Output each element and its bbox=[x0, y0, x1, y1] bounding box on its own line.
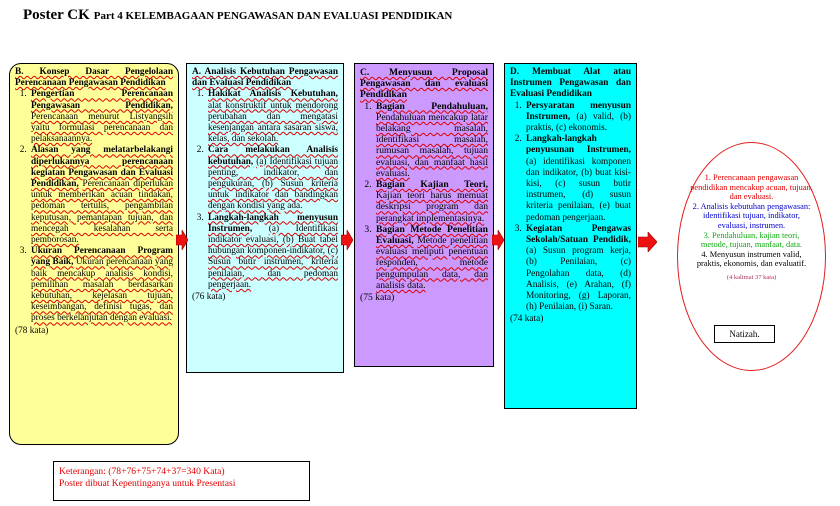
item-body: Perencanaan diperlukan untuk memberikan acuan tindakan, pedoman tertulis, pengambilan keputusan, pemantapan tujuan, dan mencegah kesalahan serta pemborosan. bbox=[31, 179, 173, 246]
list-item bbox=[29, 145, 173, 246]
list-item bbox=[374, 179, 488, 224]
item-lead: Kegiatan Pengawas Sekolah/Satuan Pendidik, bbox=[526, 223, 631, 246]
summary-point: 1. Perencanaan pengawasan pendidikan mencakup acuan, tujuan, dan evaluasi. bbox=[690, 173, 813, 202]
arrow-right-icon bbox=[341, 230, 353, 250]
box-heading: B. Konsep Dasar Pengelolaan Perencanaan Pengawasan Pendidikan bbox=[15, 67, 173, 89]
word-count: (76 kata) bbox=[192, 292, 226, 303]
item-lead: Bagian Metode Penelitian Evaluasi, bbox=[376, 223, 488, 247]
item-body: (a) valid, (b) praktis, (c) ekonomis. bbox=[526, 111, 631, 134]
keterangan-line: Poster dibuat Kepentinganya untuk Presentasi bbox=[59, 478, 236, 489]
item-body: (a) Susun program kerja, (b) Penilaian, (c) Pengolahan data, (d) Analisis, (e) Arahan, (f) Monitoring, (g) Laporan, (h) Penilaian, (i) Saran. bbox=[526, 246, 631, 313]
box-membuat-alat bbox=[504, 63, 637, 409]
item-lead: Ukuran Perencanaan Program yang Baik, bbox=[31, 246, 173, 268]
keterangan-line: Keterangan: (78+76+75+74+37=340 Kata) bbox=[59, 466, 225, 477]
summary-point: 4. Menyusun instrumen valid, praktis, ekonomis, dan evaluatif. bbox=[696, 249, 807, 269]
arrow-right-icon bbox=[638, 232, 657, 252]
list-item bbox=[29, 89, 173, 145]
summary-point: 2. Analisis kebutuhan pengawasan: identifikasi tujuan, indikator, evaluasi, instrumen. bbox=[692, 201, 811, 230]
natizah-label: Natizah. bbox=[714, 325, 775, 343]
summary-count: (4 kalimat 37 kata) bbox=[726, 273, 777, 281]
item-lead: Pengertian Perencanaan Pengawasan Pendidikan, bbox=[31, 89, 173, 111]
summary-point: 3. Pendahuluan, kajian teori, metode, tujuan, manfaat, data. bbox=[700, 230, 803, 250]
item-lead: Bagian Pendahuluan, bbox=[376, 100, 488, 112]
box-heading: D. Membuat Alat atau Instrumen Pengawasan dan Evaluasi Pendidikan bbox=[510, 67, 631, 100]
item-body: Pendahuluan mencakup latar belakang masalah, identifikasi masalah, rumusan masalah, tujuan evaluasi, dan manfaat hasil evaluasi. bbox=[376, 111, 488, 179]
item-body: (a) Identifikasi indikator evaluasi, (b) Buat tabel hubungan komponen-indikator, (c) Susun butir instrumen, kriteria penilaian, dan pedoman pengerjaan. bbox=[208, 223, 339, 290]
item-lead: Persyaratan menyusun Instrumen, bbox=[526, 100, 631, 122]
item-lead: Cara melakukan Analisis kebutuhan, bbox=[208, 145, 338, 167]
list-item bbox=[524, 101, 631, 135]
arrow-right-icon bbox=[176, 230, 188, 250]
word-count: (74 kata) bbox=[510, 314, 544, 325]
item-lead: Langkah-langkah menyusun Instrumen, bbox=[208, 212, 338, 234]
item-lead: Hakikat Analisis Kebutuhan, bbox=[208, 89, 338, 100]
word-count: (75 kata) bbox=[360, 292, 395, 304]
item-body: Metode penelitian evaluasi meliputi penentuan responden, metode pengumpulan data, dan analisis data. bbox=[376, 235, 488, 291]
box-menyusun-proposal bbox=[354, 63, 494, 367]
box-heading: A. Analisis Kebutuhan Pengawasan dan Evaluasi Pendidikan bbox=[192, 67, 338, 89]
poster-title bbox=[23, 6, 452, 24]
word-count: (78 kata) bbox=[15, 325, 49, 336]
list-item bbox=[206, 213, 338, 291]
item-body: (a) identifikasi komponen dan indikator, (b) buat kisi-kisi, (c) susun butir instrumen, (d) susun kriteria penilaian, (e) buat pedoman pengerjaan. bbox=[526, 156, 631, 223]
item-body: alat konstruktif untuk mendorong perubahan dan mengatasi kesenjangan antara sasaran siswa, kelas, dan sekolah. bbox=[208, 100, 338, 145]
box-heading: C. Menyusun Proposal Pengawasan dan evaluasi Pendidikan bbox=[360, 67, 488, 101]
keterangan-box bbox=[53, 461, 310, 501]
list-item bbox=[524, 134, 631, 224]
item-lead: Alasan yang melatarbelakangi diperlukannya perencanaan kegiatan Pengawasan dan Evaluasi Pendidikan, bbox=[31, 145, 173, 190]
poster-title-sub: Part 4 KELEMBAGAAN PENGAWASAN DAN EVALUASI PENDIDIKAN bbox=[93, 10, 453, 22]
box-analisis-kebutuhan bbox=[186, 63, 344, 373]
list-item bbox=[29, 246, 173, 324]
arrow-right-icon bbox=[492, 230, 504, 250]
item-body: Perencanaan menurut Listyangsih yaitu formulasi perencanaan dan pelaksanaannya. bbox=[31, 111, 173, 145]
item-lead: Langkah-langkah penyusunan Instrumen, bbox=[526, 134, 631, 156]
box-konsep-dasar bbox=[9, 63, 179, 445]
item-lead: Bagian Kajian Teori, bbox=[376, 179, 488, 191]
item-body: Ukuran perencanaan yang baik mencakup analisis kondisi, pemilihan masalah berdasarkan kebutuhan, kejelasan tujuan, keseimbangan, definisi tugas, dan proses berkelanjutan dengan evaluasi. bbox=[31, 257, 173, 324]
item-body: Kajian teori harus memuat deskripsi program dan perangkat implementasinya. bbox=[376, 190, 488, 224]
list-item bbox=[206, 145, 338, 212]
list-item bbox=[374, 101, 488, 179]
list-item bbox=[524, 224, 631, 314]
poster-title-main: Poster CK bbox=[23, 7, 90, 23]
item-body: (a) Identifikasi tujuan penting, indikator, dan pengukuran, (b) Susun kriteria untuk indikator dan bandingkan dengan kondisi yang ada. bbox=[208, 156, 339, 212]
list-item bbox=[374, 224, 488, 291]
list-item bbox=[206, 89, 338, 145]
